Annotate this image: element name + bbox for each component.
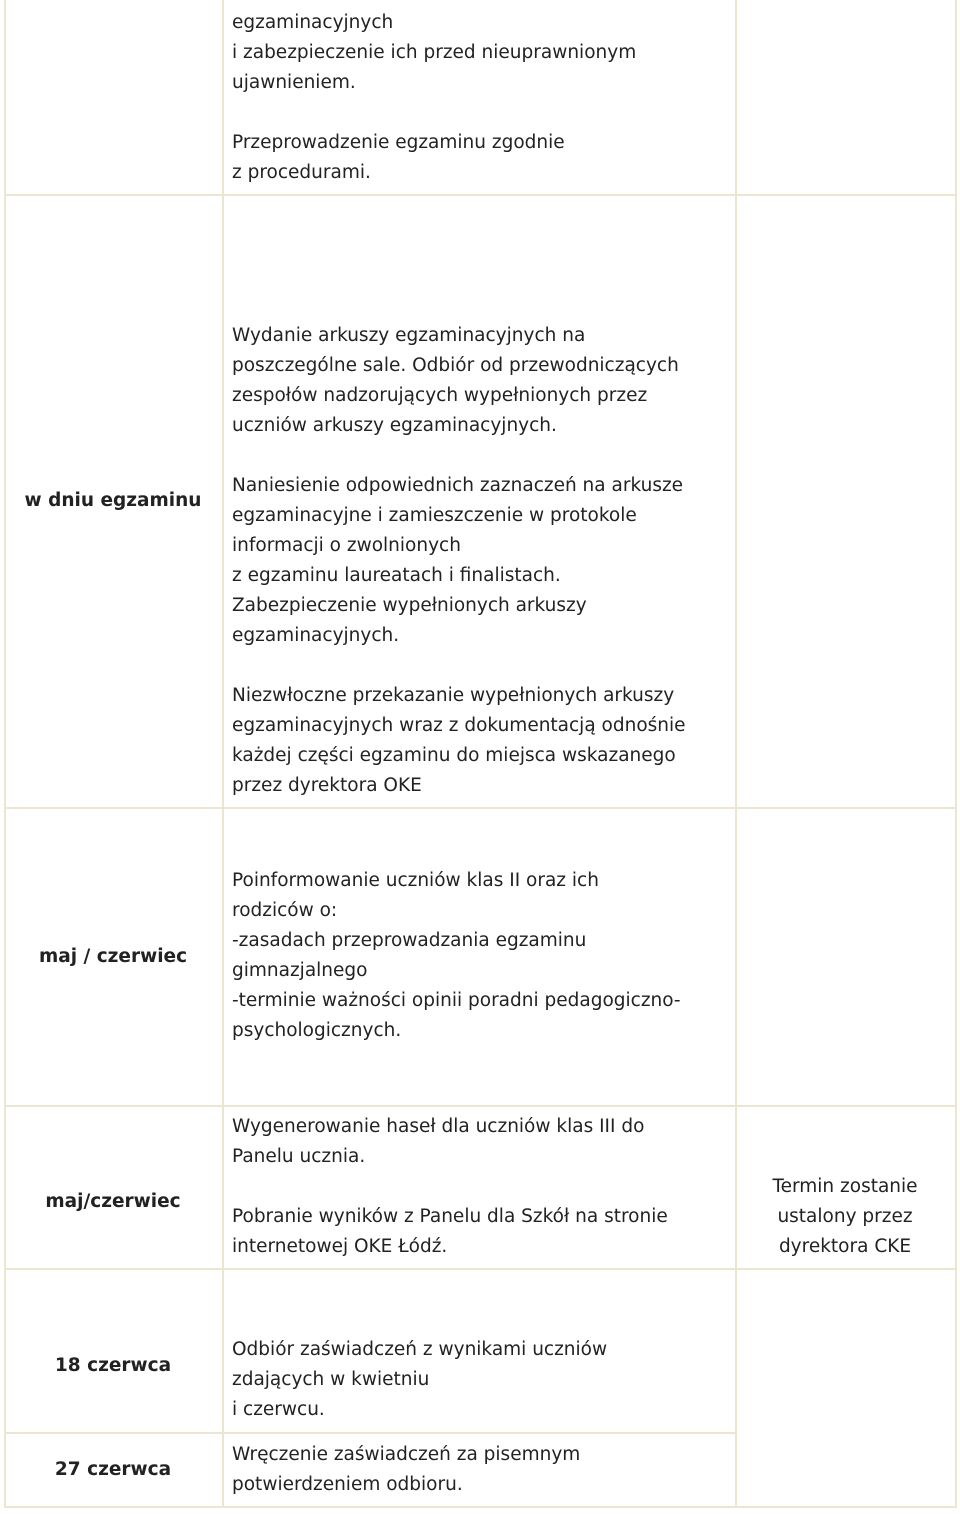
row-divider (4, 1432, 737, 1434)
task-paragraph (232, 681, 732, 801)
task-description (232, 1440, 732, 1500)
date-label: 18 czerwca (54, 1355, 172, 1376)
text-line: zdających w kwietniu (232, 1369, 430, 1390)
text-line: Przeprowadzenie egzaminu zgodnie (232, 132, 565, 153)
text-line: Wydanie arkuszy egzaminacyjnych na (232, 325, 586, 346)
text-line: Poinformowanie uczniów klas II oraz ich (232, 870, 599, 891)
text-line: uczniów arkuszy egzaminacyjnych. (232, 415, 557, 436)
task-paragraph (232, 866, 732, 1046)
text-line: internetowej OKE Łódź. (232, 1236, 448, 1257)
task-paragraph (232, 1440, 732, 1500)
paragraph-gap (232, 1172, 732, 1202)
date-label: maj/czerwiec (45, 1191, 181, 1212)
text-line: egzaminacyjnych wraz z dokumentacją odnośnie (232, 715, 686, 736)
text-line: egzaminacyjnych (232, 12, 394, 33)
row-divider (4, 1105, 957, 1107)
text-line: zespołów nadzorujących wypełnionych przez (232, 385, 648, 406)
term-note (740, 1172, 950, 1262)
table-border-col1 (222, 0, 224, 1508)
text-line: Zabezpieczenie wypełnionych arkuszy (232, 595, 587, 616)
row-divider (4, 1268, 957, 1270)
text-line: egzaminacyjne i zamieszczenie w protokole (232, 505, 637, 526)
text-line: przez dyrektora OKE (232, 775, 422, 796)
task-paragraph (232, 321, 732, 441)
task-paragraph (232, 1202, 732, 1262)
text-line: Odbiór zaświadczeń z wynikami uczniów (232, 1339, 608, 1360)
text-line: egzaminacyjnych. (232, 625, 400, 646)
paragraph-gap (232, 651, 732, 681)
task-paragraph (232, 128, 732, 188)
table-border-col2 (735, 0, 737, 1508)
text-line: Wręczenie zaświadczeń za pisemnym (232, 1444, 581, 1465)
task-description (232, 1112, 732, 1262)
text-line: -zasadach przeprowadzania egzaminu (232, 930, 587, 951)
text-line: ujawnieniem. (232, 72, 356, 93)
text-line: z procedurami. (232, 162, 371, 183)
text-line: Wygenerowanie haseł dla uczniów klas III do (232, 1116, 645, 1137)
task-description (232, 1335, 732, 1425)
row-divider (4, 807, 957, 809)
text-line: Naniesienie odpowiednich zaznaczeń na arkusze (232, 475, 684, 496)
text-line: informacji o zwolnionych (232, 535, 461, 556)
table-border-left (4, 0, 6, 1508)
table-border-bottom (4, 1506, 957, 1508)
text-line: rodziców o: (232, 900, 338, 921)
task-paragraph (232, 8, 732, 98)
text-line: z egzaminu laureatach i finalistach. (232, 565, 561, 586)
task-description (232, 321, 732, 801)
text-line: gimnazjalnego (232, 960, 368, 981)
paragraph-gap (232, 98, 732, 128)
text-line: poszczególne sale. Odbiór od przewodniczących (232, 355, 679, 376)
text-line: Panelu ucznia. (232, 1146, 366, 1167)
text-line: Pobranie wyników z Panelu dla Szkół na stronie (232, 1206, 668, 1227)
term-line: Termin zostanie (772, 1176, 918, 1197)
task-description (232, 8, 732, 188)
task-description (232, 866, 732, 1046)
term-line: dyrektora CKE (778, 1236, 912, 1257)
task-paragraph (232, 1112, 732, 1172)
date-label: maj / czerwiec (38, 946, 188, 967)
date-label: w dniu egzaminu (24, 490, 202, 511)
term-line: ustalony przez (777, 1206, 913, 1227)
text-line: psychologicznych. (232, 1020, 402, 1041)
row-divider (4, 194, 957, 196)
text-line: Niezwłoczne przekazanie wypełnionych arkuszy (232, 685, 675, 706)
task-paragraph (232, 1335, 732, 1425)
date-label: 27 czerwca (54, 1459, 172, 1480)
text-line: potwierdzeniem odbioru. (232, 1474, 463, 1495)
task-paragraph (232, 471, 732, 651)
text-line: i czerwcu. (232, 1399, 325, 1420)
paragraph-gap (232, 441, 732, 471)
text-line: -terminie ważności opinii poradni pedagogiczno- (232, 990, 681, 1011)
text-line: i zabezpieczenie ich przed nieuprawnionym (232, 42, 637, 63)
table-border-right (955, 0, 957, 1508)
text-line: każdej części egzaminu do miejsca wskazanego (232, 745, 676, 766)
